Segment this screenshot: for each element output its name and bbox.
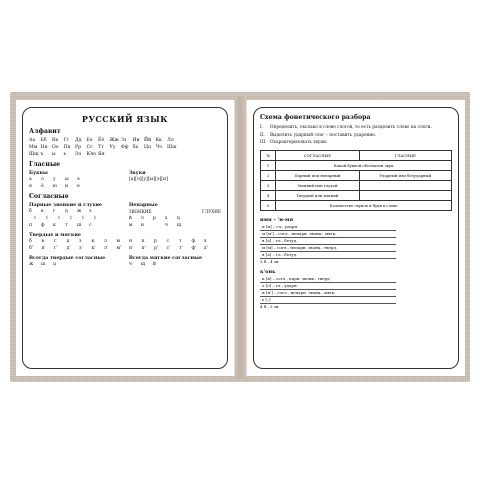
vowel-letter: э xyxy=(77,177,80,182)
row-vowel-cell: Ударный или безударный xyxy=(359,171,451,181)
consonant-letter: ф xyxy=(41,223,45,228)
pair-arrow-icon: ↕ xyxy=(69,216,73,221)
alphabet-letter: Сс xyxy=(86,145,93,150)
alphabet-letter: Уу xyxy=(109,145,116,150)
row-shared-cell: Количество звуков и букв в слове xyxy=(276,201,452,211)
alphabet-letter: Рр xyxy=(75,145,82,150)
alphabet-letter: Цц xyxy=(144,145,151,150)
consonant-letter xyxy=(153,222,165,229)
table-row xyxy=(261,161,452,171)
consonant-letter: д xyxy=(65,209,68,214)
consonant-letter: б xyxy=(29,209,32,214)
soft-consonant: к' xyxy=(91,246,96,251)
paired-voiced-row xyxy=(29,208,121,215)
scheme-title: Схема фонетического разбора xyxy=(260,114,371,121)
paired-label: Парные звонкие и глухие xyxy=(29,202,102,208)
vowel-letters xyxy=(29,176,121,190)
row-vowel-cell xyxy=(359,181,451,191)
soft-consonants-row xyxy=(29,245,221,252)
always-hard-label: Всегда твердые согласные xyxy=(29,255,106,261)
vowel-letter: я xyxy=(29,184,32,189)
soft-consonant: д' xyxy=(66,246,71,251)
consonant-letter: ц xyxy=(53,262,56,267)
always-soft-row xyxy=(129,261,221,268)
consonant-letter: з xyxy=(89,209,92,214)
analysis-line: и [и] – гл., ударн. xyxy=(260,224,396,231)
soft-consonant: р' xyxy=(154,246,159,251)
steps-list xyxy=(260,125,452,146)
consonants-heading: Согласные xyxy=(29,193,69,200)
alphabet-letter: Ээ xyxy=(75,152,82,157)
pair-arrow-icon: ↕ xyxy=(33,216,37,221)
consonant-letter: р xyxy=(152,216,156,221)
alphabet-row xyxy=(29,151,221,158)
pair-arrow-icon: ↕ xyxy=(93,216,97,221)
consonant-letter: щ xyxy=(140,262,146,267)
alphabet-row xyxy=(29,137,221,144)
vowel-sound: [о] xyxy=(135,177,142,182)
alphabet-letter: Нн xyxy=(40,145,48,150)
alphabet-letter: Мм xyxy=(29,145,38,150)
alphabet-letter: ъ xyxy=(40,152,44,157)
consonant-letter: ч xyxy=(164,223,168,228)
vowel-letters-row xyxy=(29,176,121,183)
soft-consonant: б' xyxy=(29,246,34,251)
consonant-letter: л xyxy=(140,216,144,221)
hard-consonant: н xyxy=(129,239,133,244)
alphabet-letter: Гг xyxy=(63,138,69,143)
alphabet-letter: Йй xyxy=(144,138,152,143)
example1-sum: 3 б., 4 зв. xyxy=(260,259,280,264)
hard-consonant: с xyxy=(166,239,170,244)
row-vowel-cell xyxy=(359,191,451,201)
hard-consonant: р xyxy=(154,239,157,244)
alphabet-letter: Дд xyxy=(75,138,82,143)
vowel-sounds xyxy=(129,176,221,183)
soft-consonant: с' xyxy=(166,246,171,251)
alphabet-letter: Тт xyxy=(98,145,104,150)
pair-arrow-icon: ↕ xyxy=(57,216,61,221)
hard-consonant: п xyxy=(141,239,145,244)
example1-lines xyxy=(260,224,452,259)
consonant-letter: щ xyxy=(176,223,182,228)
alphabet-letter: Аа xyxy=(29,138,36,143)
hard-consonant: л xyxy=(104,239,107,244)
always-block xyxy=(29,255,221,268)
consonant-letter: н xyxy=(140,223,144,228)
soft-consonant: в' xyxy=(41,246,46,251)
pair-arrow-icon: ↕ xyxy=(81,216,85,221)
consonant-letter: ц xyxy=(176,216,180,221)
scheme-step xyxy=(260,140,452,146)
step-number: II. xyxy=(260,132,265,138)
analysis-line: н [н'] – согл., непарн. звонк., мягк. xyxy=(260,290,396,297)
unpaired-labels xyxy=(129,208,221,215)
hard-consonant: т xyxy=(179,239,182,244)
consonant-letter: ш xyxy=(41,262,46,267)
alphabet-letter: Зз xyxy=(121,138,127,143)
vowel-letter: ы xyxy=(65,177,69,182)
hard-consonant: х xyxy=(204,239,207,244)
alphabet-letter: Чч xyxy=(155,145,163,150)
unpaired-voiced-label: ЗВОНКИЕ xyxy=(128,209,152,214)
vowels-block xyxy=(29,170,221,190)
consonant-letter: ш xyxy=(77,223,82,228)
step-number: I. xyxy=(260,125,264,130)
consonant-letter: й xyxy=(128,216,132,221)
consonant-letter: т xyxy=(65,223,68,228)
alphabet-letter: ы xyxy=(52,152,56,157)
example1-word: имя – 'и-мя xyxy=(260,217,294,223)
alphabet-letter: Пп xyxy=(63,145,71,150)
alphabet-letter: Щщ xyxy=(29,152,39,157)
hard-consonant: б xyxy=(29,239,32,244)
sounds-label: Звуки xyxy=(128,170,146,176)
table-header-number: № xyxy=(261,151,276,161)
book-spine xyxy=(234,96,246,378)
hard-soft-label: Твердые и мягкие xyxy=(29,232,81,238)
always-hard-row xyxy=(29,261,121,268)
soft-consonant: п' xyxy=(141,246,146,251)
scheme-step xyxy=(260,133,452,139)
right-page xyxy=(246,100,465,376)
vowel-sound: [э] xyxy=(155,177,162,182)
soft-consonant: ф' xyxy=(191,246,197,251)
vowels-heading: Гласные xyxy=(29,161,61,168)
hard-consonant: з xyxy=(79,239,82,244)
left-card xyxy=(22,107,228,369)
example2-sum: 4 б., 3 зв. xyxy=(260,304,280,309)
vowel-sound: [и] xyxy=(161,177,168,182)
alphabet-letter: ь xyxy=(63,152,67,157)
soft-consonant: л' xyxy=(104,246,109,251)
table-row xyxy=(261,191,452,201)
vowel-letter: ю xyxy=(53,184,57,189)
hard-consonant: в xyxy=(41,239,45,244)
paired-voiceless-row xyxy=(29,222,121,229)
hard-consonant: д xyxy=(66,239,70,244)
step-text: Выделить ударный слог – поставить ударение. xyxy=(270,132,377,138)
phonetic-table xyxy=(260,150,452,211)
vowel-letter: и xyxy=(65,184,69,189)
alphabet-block xyxy=(29,137,221,158)
vowel-letter: е xyxy=(77,184,80,189)
paired-arrows-row xyxy=(29,215,121,222)
alphabet-letter: Ии xyxy=(132,138,140,143)
step-number: III. xyxy=(260,140,267,145)
left-page xyxy=(16,100,235,376)
example2-lines xyxy=(260,276,452,304)
vowel-letter: у xyxy=(53,177,56,182)
page-title: РУССКИЙ ЯЗЫК xyxy=(81,114,169,124)
soft-consonant: з' xyxy=(79,246,83,251)
pair-arrow-icon: ↕ xyxy=(45,216,49,221)
consonant-letter: с xyxy=(89,223,92,228)
unpaired-row-1 xyxy=(129,215,221,222)
row-number: 2 xyxy=(261,171,276,181)
analysis-line: о [о] – гл., ударн. xyxy=(260,283,396,290)
alphabet-letter: Яя xyxy=(98,152,105,157)
row-number: 5 xyxy=(261,201,276,211)
analysis-line: я [а] – гл., безуд. xyxy=(260,238,396,245)
row-number: 4 xyxy=(261,191,276,201)
alphabet-heading: Алфавит xyxy=(29,128,61,135)
consonant-letter: х xyxy=(164,216,168,221)
consonant-letter: в xyxy=(41,209,44,214)
hard-consonants-row xyxy=(29,238,221,245)
table-row xyxy=(261,171,452,181)
scheme-step xyxy=(260,125,452,131)
example2-word: к'онь xyxy=(260,269,276,275)
consonant-letter: й xyxy=(152,262,156,267)
table-header-vowels: ГЛАСНЫЕ xyxy=(359,151,451,161)
analysis-line: я [а] – гл., безуд. xyxy=(260,252,396,259)
table-header-consonants: СОГЛАСНЫЕ xyxy=(276,151,359,161)
row-shared-cell: Какой буквой обозначен звук xyxy=(276,161,452,171)
alphabet-row xyxy=(29,144,221,151)
hard-consonant: м xyxy=(116,239,121,244)
vowel-sound: [а] xyxy=(128,177,136,182)
alphabet-letter: Юю xyxy=(86,152,96,157)
analysis-line: к [к] – согл., парн. звонк., тверд. xyxy=(260,276,396,283)
analysis-line: м [м'] – согл., непарн. звонк., мягк. xyxy=(260,231,396,238)
vowel-letter: а xyxy=(29,177,32,182)
vowel-sound: [ы] xyxy=(147,177,156,182)
always-soft-label: Всегда мягкие согласные xyxy=(128,255,203,261)
alphabet-letter: Ёё xyxy=(98,138,105,143)
right-card xyxy=(253,107,459,369)
soft-consonant: м' xyxy=(116,246,122,251)
vowel-letter: ё xyxy=(41,184,44,189)
hard-consonant: к xyxy=(91,239,95,244)
alphabet-letter: Шш xyxy=(167,145,177,150)
alphabet-letter: Лл xyxy=(167,138,174,143)
table-row xyxy=(261,201,452,211)
row-number: 1 xyxy=(261,161,276,171)
row-consonant-cell: Твердый или мягкий xyxy=(276,191,359,201)
row-number: 3 xyxy=(261,181,276,191)
consonant-letter: г xyxy=(53,209,56,214)
vowel-letters-row xyxy=(29,183,121,190)
consonant-letter: ж xyxy=(77,209,82,214)
letters-label: Буквы xyxy=(29,170,48,176)
table-row xyxy=(261,181,452,191)
hard-consonant: ф xyxy=(191,239,196,244)
alphabet-letter: Бб xyxy=(40,138,47,143)
consonant-letter: ч xyxy=(128,262,132,267)
soft-consonant: н' xyxy=(129,246,134,251)
consonants-block xyxy=(29,202,221,229)
consonant-letter: к xyxy=(53,223,56,228)
row-consonant-cell: Парный или непарный xyxy=(276,171,359,181)
step-text: Охарактеризовать звуки: xyxy=(270,140,328,145)
analysis-line: ь [–] xyxy=(260,297,396,304)
alphabet-letter: Кк xyxy=(155,138,162,143)
vowel-letter: о xyxy=(41,177,44,182)
consonant-letter: п xyxy=(29,223,33,228)
soft-consonant: х' xyxy=(204,246,208,251)
alphabet-letter: Оо xyxy=(52,145,59,150)
alphabet-letter: Вв xyxy=(52,138,58,143)
step-text: Определить, сколько в слове слогов, то есть разделить слово на слоги. xyxy=(270,125,432,130)
soft-consonant: т' xyxy=(179,246,183,251)
unpaired-label: Непарные xyxy=(128,202,158,208)
consonant-letter: м xyxy=(128,223,133,228)
alphabet-letter: Фф xyxy=(121,145,129,150)
alphabet-letter: Ее xyxy=(86,138,93,143)
row-consonant-cell: Звонкий или глухой xyxy=(276,181,359,191)
analysis-line: м [м] – согл., непарн. звонк., тверд. xyxy=(260,245,396,252)
soft-consonant: г' xyxy=(54,246,58,251)
vowel-sound: [у] xyxy=(141,177,148,182)
alphabet-letter: Хх xyxy=(132,145,139,150)
consonant-letter: ж xyxy=(29,262,34,267)
alphabet-letter: Жж xyxy=(109,138,119,143)
unpaired-voiceless-label: ГЛУХИЕ xyxy=(202,209,221,214)
unpaired-row-2 xyxy=(129,222,221,229)
hard-consonant: г xyxy=(54,239,57,244)
